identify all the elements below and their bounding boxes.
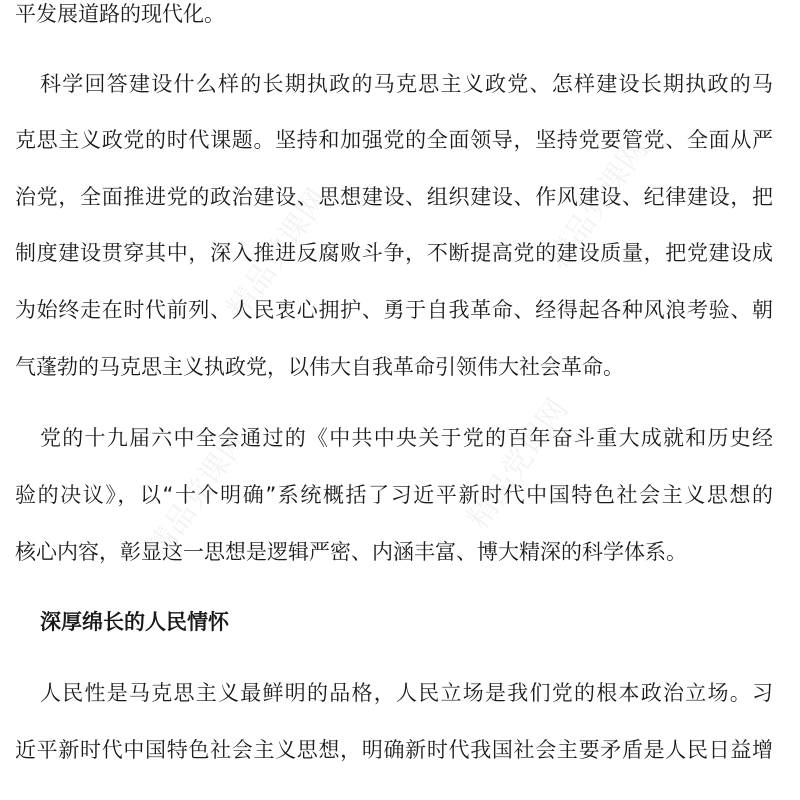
paragraph-line: 制度建设贯穿其中，深入推进反腐败斗争，不断提高党的建设质量，把党建设成	[15, 241, 773, 265]
paragraph-line: 核心内容，彰显这一思想是逻辑严密、内涵丰富、博大精深的科学体系。	[15, 540, 687, 564]
paragraph-line: 人民性是马克思主义最鲜明的品格，人民立场是我们党的根本政治立场。习	[40, 681, 773, 705]
watermark: 精品党课网	[140, 422, 256, 566]
paragraph-line: 验的决议》，以“十个明确”系统概括了习近平新时代中国特色社会主义思想的	[15, 483, 773, 507]
watermark: 精品党课网	[460, 392, 576, 536]
section-heading: 深厚绵长的人民情怀	[40, 610, 229, 634]
paragraph-line: 党的十九届六中全会通过的《中共中央关于党的百年奋斗重大成就和历史经	[40, 426, 773, 450]
watermark: 精品党课网	[220, 182, 336, 326]
paragraph-line: 气蓬勃的马克思主义执政党，以伟大自我革命引领伟大社会革命。	[15, 355, 624, 379]
paragraph-line: 为始终走在时代前列、人民衷心拥护、勇于自我革命、经得起各种风浪考验、朝	[15, 298, 773, 322]
paragraph-line: 科学回答建设什么样的长期执政的马克思主义政党、怎样建设长期执政的马	[40, 72, 773, 96]
paragraph-line: 治党，全面推进党的政治建设、思想建设、组织建设、作风建设、纪律建设，把	[15, 185, 773, 209]
watermark: 精品党课网	[540, 132, 656, 276]
paragraph-line: 克思主义政党的时代课题。坚持和加强党的全面领导，坚持党要管党、全面从严	[15, 128, 773, 152]
paragraph-line: 近平新时代中国特色社会主义思想，明确新时代我国社会主要矛盾是人民日益增	[15, 738, 773, 762]
paragraph-line: 平发展道路的现代化。	[15, 2, 225, 26]
